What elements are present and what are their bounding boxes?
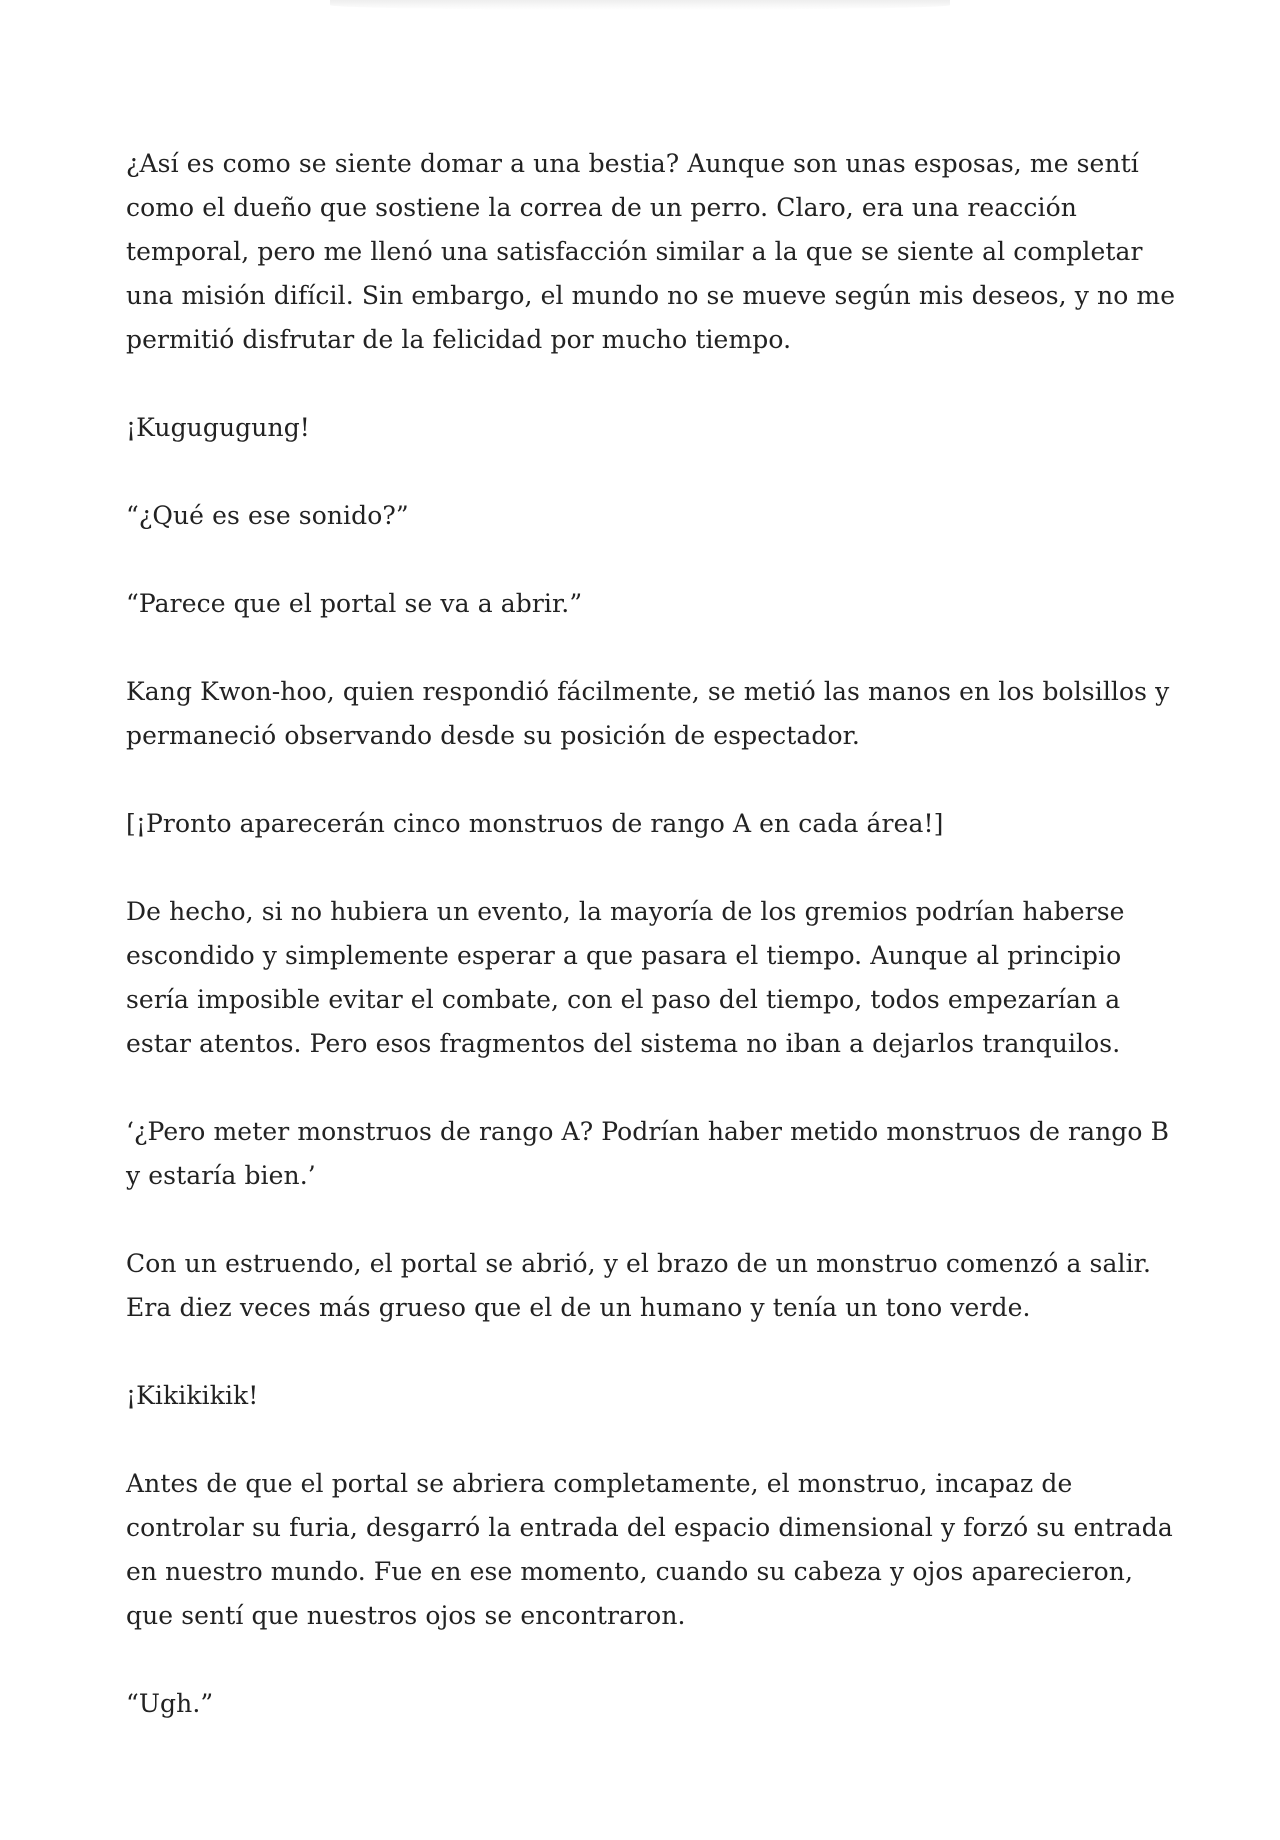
paragraph: “Parece que el portal se va a abrir.” xyxy=(126,589,583,618)
paragraph: “Ugh.” xyxy=(126,1689,214,1718)
paragraph: ¡Kugugugung! xyxy=(126,413,310,442)
paragraph: De hecho, si no hubiera un evento, la mayoría de los gremios podrían haberse escondido y simplemente esperar a que pasara el tiempo. Aunque al principio sería imposible evitar el combate, con el paso del tiempo, todos empezarían a estar atentos. Pero esos fragmentos del sistema no iban a dejarlos tranquilos. xyxy=(126,897,1125,1058)
chapter-text xyxy=(126,142,1176,1770)
paragraph: “¿Qué es ese sonido?” xyxy=(126,501,409,530)
paragraph: ¡Kikikikik! xyxy=(126,1381,259,1410)
top-edge-shadow xyxy=(330,0,950,10)
paragraph: Con un estruendo, el portal se abrió, y el brazo de un monstruo comenzó a salir. Era diez veces más grueso que el de un humano y tenía un tono verde. xyxy=(126,1249,1152,1322)
paragraph: ‘¿Pero meter monstruos de rango A? Podrían haber metido monstruos de rango B y estaría bien.’ xyxy=(126,1117,1170,1190)
paragraph: ¿Así es como se siente domar a una bestia? Aunque son unas esposas, me sentí como el dueño que sostiene la correa de un perro. Claro, era una reacción temporal, pero me llenó una satisfacción similar a la que se siente al completar una misión difícil. Sin embargo, el mundo no se mueve según mis deseos, y no me permitió disfrutar de la felicidad por mucho tiempo. xyxy=(126,149,1176,354)
paragraph: Kang Kwon-hoo, quien respondió fácilmente, se metió las manos en los bolsillos y permaneció observando desde su posición de espectador. xyxy=(126,677,1170,750)
paragraph: Antes de que el portal se abriera completamente, el monstruo, incapaz de controlar su furia, desgarró la entrada del espacio dimensional y forzó su entrada en nuestro mundo. Fue en ese momento, cuando su cabeza y ojos aparecieron, que sentí que nuestros ojos se encontraron. xyxy=(126,1469,1173,1630)
paragraph: [¡Pronto aparecerán cinco monstruos de rango A en cada área!] xyxy=(126,809,944,838)
